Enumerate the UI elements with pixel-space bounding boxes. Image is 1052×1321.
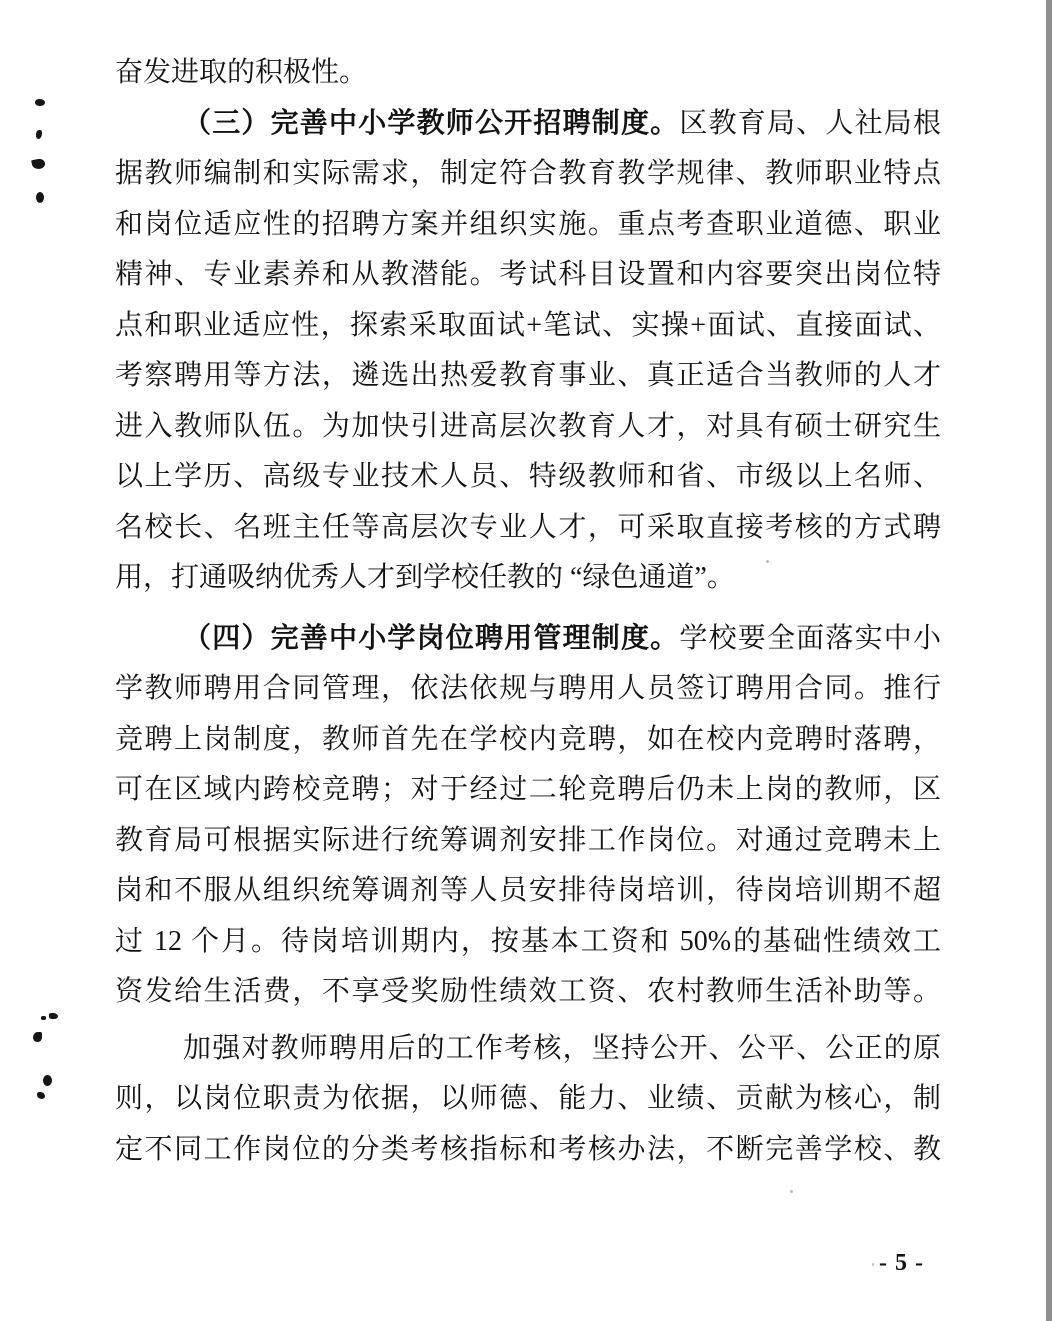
text-run: 以上学历、高级专业技术人员、特级教师和省、市级以上名师、 bbox=[115, 461, 941, 492]
scan-speck bbox=[37, 1092, 45, 1099]
scan-speck bbox=[872, 1263, 874, 1266]
text-run: 则，以岗位职责为依据，以师德、能力、业绩、贡献为核心，制 bbox=[115, 1083, 941, 1114]
section-heading-run: （三）完善中小学教师公开招聘制度。 bbox=[183, 107, 680, 139]
text-run: 可在区域内跨校竞聘；对于经过二轮竞聘后仍未上岗的教师，区 bbox=[115, 774, 941, 805]
scan-speck bbox=[790, 1190, 793, 1193]
scan-speck bbox=[36, 192, 44, 203]
text-run: 精神、专业素养和从教潜能。考试科目设置和内容要突出岗位特 bbox=[115, 259, 941, 290]
text-run: 进入教师队伍。为加快引进高层次教育人才，对具有硕士研究生 bbox=[115, 410, 941, 442]
text-run: 资发给生活费，不享受奖励性绩效工资、农村教师生活补助等。 bbox=[115, 976, 941, 1007]
text-line bbox=[115, 1074, 941, 1125]
text-line bbox=[115, 200, 941, 251]
text-run: 奋发进取的积极性。 bbox=[115, 57, 368, 88]
scanner-edge-shadow bbox=[1046, 0, 1052, 1321]
text-run: 加强对教师聘用后的工作考核，坚持公开、公平、公正的原 bbox=[183, 1032, 941, 1064]
text-line bbox=[115, 402, 941, 453]
text-run: 考察聘用等方法，遴选出热爱教育事业、真正适合当教师的人才 bbox=[115, 360, 941, 391]
text-run: 用，打通吸纳优秀人才到学校任教的 “绿色通道”。 bbox=[115, 562, 735, 593]
text-run: 名校长、名班主任等高层次专业人才，可采取直接考核的方式聘 bbox=[115, 511, 941, 543]
text-line bbox=[115, 553, 941, 604]
text-run: 区教育局、人社局根 bbox=[679, 107, 941, 139]
text-line bbox=[115, 452, 941, 503]
text-line bbox=[115, 664, 941, 715]
scan-speck bbox=[766, 560, 769, 563]
document-body bbox=[115, 48, 941, 1175]
text-line bbox=[115, 967, 941, 1018]
text-run: 定不同工作岗位的分类考核指标和考核办法，不断完善学校、教 bbox=[115, 1133, 941, 1165]
text-line bbox=[115, 99, 941, 150]
scan-speck bbox=[41, 1016, 46, 1020]
text-line bbox=[115, 48, 941, 99]
text-run: 据教师编制和实际需求，制定符合教育教学规律、教师职业特点 bbox=[115, 158, 941, 189]
section-heading-run: （四）完善中小学岗位聘用管理制度。 bbox=[183, 622, 680, 654]
text-line bbox=[115, 614, 941, 665]
text-line bbox=[115, 351, 941, 402]
text-line bbox=[115, 503, 941, 554]
text-run: 过 12 个月。待岗培训期内，按基本工资和 50%的基础性绩效工 bbox=[115, 925, 941, 957]
text-line bbox=[115, 1125, 941, 1176]
scan-speck bbox=[33, 1032, 42, 1042]
scan-speck bbox=[31, 158, 46, 170]
text-line bbox=[115, 866, 941, 917]
text-run: 学校要全面落实中小 bbox=[679, 622, 941, 654]
text-line bbox=[115, 765, 941, 816]
text-line bbox=[115, 715, 941, 766]
text-run: 竞聘上岗制度，教师首先在学校内竞聘，如在校内竞聘时落聘， bbox=[115, 723, 941, 755]
text-run: 岗和不服从组织统筹调剂等人员安排待岗培训，待岗培训期不超 bbox=[115, 875, 941, 906]
text-run: 点和职业适应性，探索采取面试+笔试、实操+面试、直接面试、 bbox=[115, 309, 941, 341]
scan-speck bbox=[36, 130, 42, 139]
scan-speck bbox=[43, 1075, 52, 1086]
scan-speck bbox=[35, 99, 45, 106]
text-line bbox=[115, 917, 941, 968]
text-run: 教育局可根据实际进行统筹调剂安排工作岗位。对通过竞聘未上 bbox=[115, 824, 941, 856]
text-line bbox=[115, 301, 941, 352]
page-number: - 5 - bbox=[879, 1250, 924, 1276]
scan-speck bbox=[49, 1013, 58, 1019]
text-run: 学教师聘用合同管理，依法依规与聘用人员签订聘用合同。推行 bbox=[115, 673, 941, 704]
text-line bbox=[115, 1024, 941, 1075]
text-line bbox=[115, 816, 941, 867]
text-line bbox=[115, 149, 941, 200]
text-run: 和岗位适应性的招聘方案并组织实施。重点考查职业道德、职业 bbox=[115, 208, 941, 240]
text-line bbox=[115, 250, 941, 301]
